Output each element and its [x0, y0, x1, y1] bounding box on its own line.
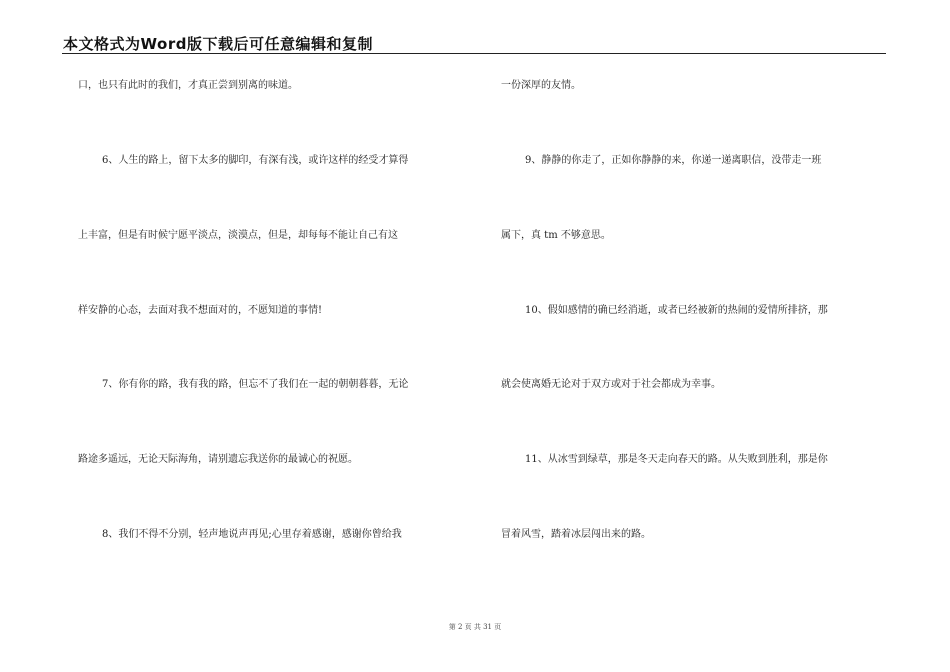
text-line: 10、假如感情的确已经消逝，或者已经被新的热闹的爱情所排挤，那 — [525, 305, 828, 316]
text-line: 冒着风雪，踏着冰层闯出来的路。 — [501, 529, 651, 540]
page-number: 第 2 页 共 31 页 — [448, 623, 502, 631]
text-line: 一份深厚的友情。 — [501, 80, 581, 91]
text-line: 路途多遥远，无论天际海角，请别遗忘我送你的最诚心的祝愿。 — [78, 454, 358, 465]
right-text-column — [501, 0, 886, 672]
left-text-column — [78, 0, 473, 672]
text-line: 11、从冰雪到绿草，那是冬天走向春天的路。从失败到胜利，那是你 — [525, 454, 828, 465]
text-line: 7、你有你的路，我有我的路，但忘不了我们在一起的朝朝暮暮，无论 — [102, 379, 409, 390]
text-line: 9、静静的你走了，正如你静静的来，你递一递离职信，没带走一班 — [525, 155, 822, 166]
document-header-title: 本文格式为Word版下载后可任意编辑和复制 — [63, 35, 373, 53]
text-line: 样安静的心态，去面对我不想面对的，不愿知道的事情! — [78, 305, 323, 316]
text-line: 上丰富，但是有时候宁愿平淡点，淡漠点，但是，却每每不能让自己有这 — [78, 230, 398, 241]
text-line: 6、人生的路上，留下太多的脚印，有深有浅，或许这样的经受才算得 — [102, 155, 409, 166]
text-line: 就会使离婚无论对于双方或对于社会都成为幸事。 — [501, 379, 721, 390]
text-line: 属下，真 tm 不够意思。 — [501, 230, 611, 241]
text-line: 口，也只有此时的我们，才真正尝到别离的味道。 — [78, 80, 298, 91]
text-line: 8、我们不得不分别，轻声地说声再见;心里存着感谢，感谢你曾给我 — [102, 529, 402, 540]
